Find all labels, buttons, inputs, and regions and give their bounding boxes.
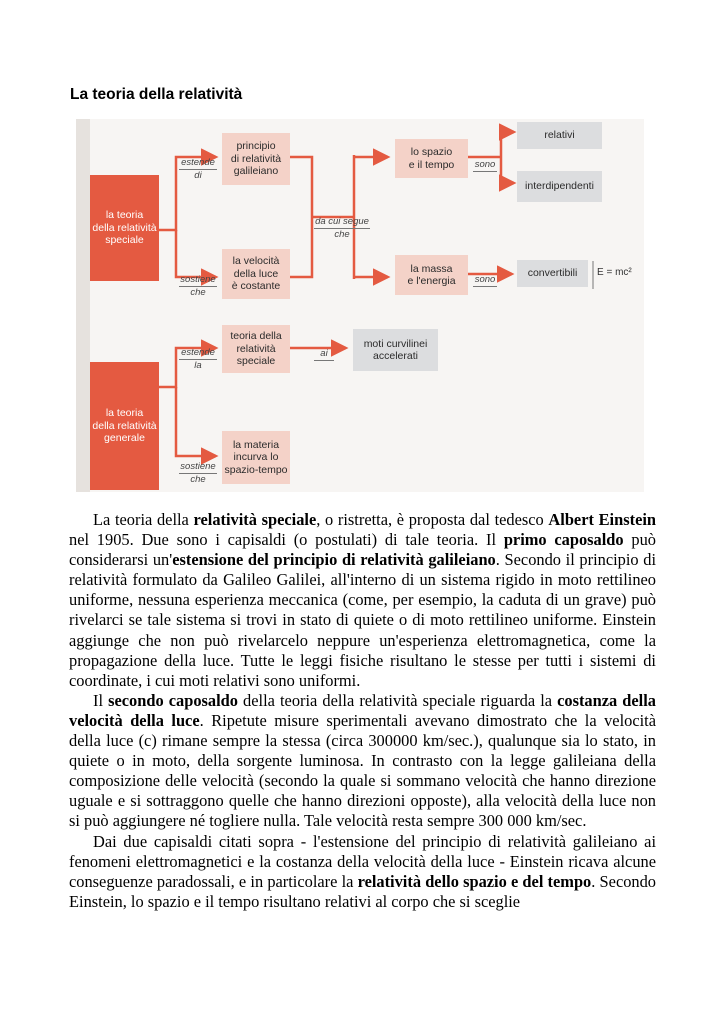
label-sono-1: sono [474, 159, 496, 170]
concept-map [76, 119, 644, 492]
box-moti-curvilinei: moti curvilinei accelerati [353, 329, 438, 371]
arrow-sostiene-che-2 [176, 387, 216, 456]
label-ai: ai [314, 336, 334, 373]
box-relativita-generale: la teoria della relatività generale [90, 362, 159, 490]
paragraph-1: La teoria della relatività speciale, o ristretta, è proposta dal tedesco Albert Einstein nel 1905. Due sono i capisaldi (o postulati) di tale teoria. Il primo caposaldo può considerarsi un'estensione del principio di relatività galileiano. Secondo il principio di relatività formulato da Galileo Galilei, all'interno di un sistema rigido in moto rettilineo uniforme, nessuna esperienza meccanica (come, per esempio, la caduta di un grave) può rivelarci se tale sistema si trovi in stato di quiete o di moto rettilineo uniforme. Einstein aggiunge che non può rivelarcelo neppure un'esperienza elettromagnetica, come la propagazione della luce. Tutte le leggi fisiche risultano le stesse per tutti i sistemi di coordinate, i cui moti relativi sono uniformi. [69, 510, 657, 690]
body-text [69, 510, 656, 912]
label-estende-la: estende la [179, 335, 217, 384]
box-interdipendenti: interdipendenti [517, 171, 602, 202]
box-convertibili: convertibili [517, 260, 588, 287]
box-massa-energia: la massa e l'energia [395, 255, 468, 295]
box-spazio-tempo: lo spazio e il tempo [395, 139, 468, 178]
page-title: La teoria della relatività [70, 86, 243, 103]
label-sostiene-che-2: sostiene che [180, 461, 216, 485]
box-velocita-luce: la velocità della luce è costante [222, 249, 290, 299]
paragraph-3: Dai due capisaldi citati sopra - l'estensione del principio di relatività galileiano ai fenomeni elettromagnetici e la costanza della velocità della luce - Einstein ricava alcune conseguenze paradossali, e in particolare la relatività dello spazio e del tempo. Secondo Einstein, lo spazio e il tempo risultano relativi al corpo che si sceglie [69, 831, 656, 911]
paragraph-2: Il secondo caposaldo della teoria della relatività speciale riguarda la costanza della velocità della luce. Ripetute misure sperimentali avevano dimostrato che la velocità della luce (c) rimane sempre la stessa (circa 300000 km/sec.), qualunque sia lo stato, in quiete o in moto, della sorgente luminosa. In contrasto con la legge galileiana della composizione delle velocità (secondo la quale si sommano velocità che hanno direzione uguale e si sottraggono quelle che hanno direzioni opposte), alla velocità della luce non si può aggiungere né togliere nulla. Tale velocità resta sempre 300 000 km/sec. [69, 690, 656, 831]
equation-emc2: E = mc² [597, 267, 632, 278]
box-materia-spaziotempo: la materia incurva lo spazio-tempo [222, 431, 290, 484]
box-principio-galileiano: principio di relatività galileiano [222, 133, 290, 185]
box-teoria-speciale: teoria della relatività speciale [222, 325, 290, 373]
label-estende-di: estende di [179, 145, 217, 194]
label-sono-2: sono [474, 274, 496, 285]
box-relativita-speciale: la teoria della relatività speciale [90, 175, 159, 281]
box-relativi: relativi [517, 122, 602, 149]
label-sostiene-che: sostiene che [180, 274, 216, 298]
label-da-cui-segue: da cui segue che [315, 216, 369, 240]
